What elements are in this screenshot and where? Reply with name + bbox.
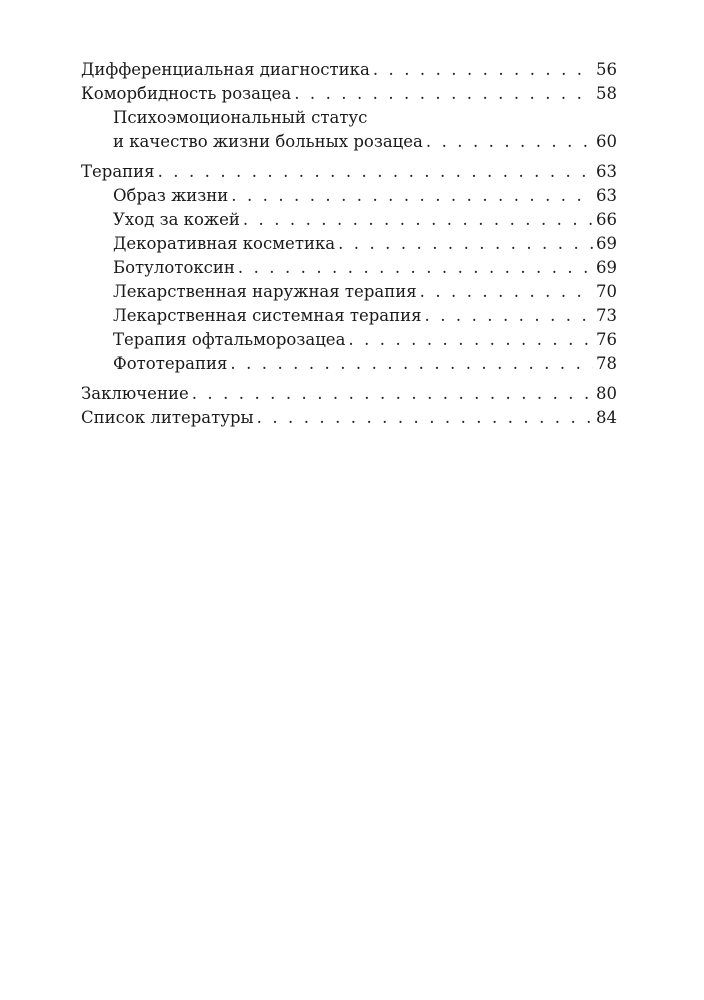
toc-entry-page: 73 bbox=[596, 306, 617, 325]
toc-entry-title: Лекарственная системная терапия bbox=[113, 306, 422, 325]
toc-entry-title: Заключение bbox=[81, 384, 189, 403]
table-of-contents bbox=[81, 58, 617, 430]
toc-entry-page: 56 bbox=[596, 60, 617, 79]
toc-entry-title: Образ жизни bbox=[113, 186, 229, 205]
toc-entry-page: 58 bbox=[596, 84, 617, 103]
toc-entry-conclusion bbox=[81, 382, 617, 406]
toc-entry-title-line1: Психоэмоциональный статус bbox=[113, 108, 368, 127]
toc-entry-page: 69 bbox=[596, 258, 617, 277]
dot-leader bbox=[238, 256, 593, 280]
toc-entry-phototherapy bbox=[81, 352, 617, 376]
dot-leader bbox=[257, 406, 593, 430]
dot-leader bbox=[192, 382, 593, 406]
toc-entry-page: 84 bbox=[596, 408, 617, 427]
toc-entry-page: 78 bbox=[596, 354, 617, 373]
dot-leader bbox=[348, 328, 593, 352]
toc-entry-title: Список литературы bbox=[81, 408, 254, 427]
toc-entry-comorbidity bbox=[81, 82, 617, 106]
toc-entry-botulinum-toxin bbox=[81, 256, 617, 280]
toc-entry-psychoemotional-status bbox=[81, 106, 617, 154]
toc-entry-decorative-cosmetics bbox=[81, 232, 617, 256]
dot-leader bbox=[338, 232, 593, 256]
toc-entry-lifestyle bbox=[81, 184, 617, 208]
toc-entry-title: Лекарственная наружная терапия bbox=[113, 282, 417, 301]
toc-entry-references bbox=[81, 406, 617, 430]
toc-entry-title: Терапия bbox=[81, 162, 155, 181]
toc-entry-topical-therapy bbox=[81, 280, 617, 304]
dot-leader bbox=[425, 304, 593, 328]
dot-leader bbox=[420, 280, 593, 304]
toc-entry-title: Ботулотоксин bbox=[113, 258, 235, 277]
toc-entry-line2-row bbox=[113, 130, 617, 154]
toc-entry-page: 80 bbox=[596, 384, 617, 403]
toc-entry-title: Декоративная косметика bbox=[113, 234, 336, 253]
toc-entry-page: 66 bbox=[596, 210, 617, 229]
dot-leader bbox=[426, 130, 593, 154]
toc-entry-page: 63 bbox=[596, 186, 617, 205]
toc-entry-title: Коморбидность розацеа bbox=[81, 84, 292, 103]
toc-entry-page: 70 bbox=[596, 282, 617, 301]
toc-entry-title: Уход за кожей bbox=[113, 210, 240, 229]
dot-leader bbox=[230, 352, 593, 376]
toc-entry-title: Терапия офтальморозацеа bbox=[113, 330, 346, 349]
toc-entry-page: 69 bbox=[596, 234, 617, 253]
dot-leader bbox=[294, 82, 593, 106]
dot-leader bbox=[231, 184, 593, 208]
toc-entry-skin-care bbox=[81, 208, 617, 232]
toc-entry-therapy bbox=[81, 160, 617, 184]
dot-leader bbox=[243, 208, 593, 232]
toc-entry-page: 63 bbox=[596, 162, 617, 181]
toc-entry-page: 60 bbox=[596, 132, 617, 151]
dot-leader bbox=[373, 58, 593, 82]
toc-entry-differential-diagnosis bbox=[81, 58, 617, 82]
toc-entry-title-line2: и качество жизни больных розацеа bbox=[113, 132, 423, 151]
dot-leader bbox=[158, 160, 593, 184]
toc-entry-title: Фототерапия bbox=[113, 354, 228, 373]
toc-entry-title: Дифференциальная диагностика bbox=[81, 60, 370, 79]
toc-entry-systemic-therapy bbox=[81, 304, 617, 328]
toc-entry-ocular-rosacea-therapy bbox=[81, 328, 617, 352]
toc-entry-page: 76 bbox=[596, 330, 617, 349]
